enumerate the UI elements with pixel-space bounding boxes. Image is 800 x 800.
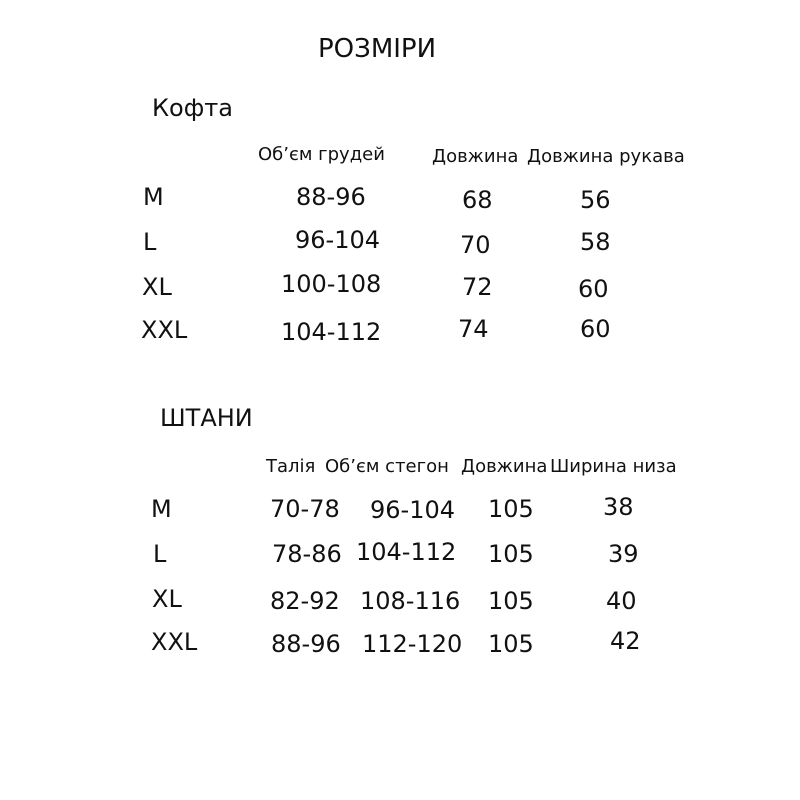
jacket-row-chest: 100-108 xyxy=(281,270,382,298)
pants-row-length: 105 xyxy=(488,540,534,568)
pants-row-waist: 82-92 xyxy=(270,587,340,615)
pants-row-waist: 78-86 xyxy=(272,540,342,568)
pants-row-hips: 96-104 xyxy=(370,496,456,524)
pants-header-hem: Ширина низа xyxy=(550,456,677,477)
pants-row-size: XXL xyxy=(151,628,198,656)
jacket-header-chest: Об’єм грудей xyxy=(258,144,385,165)
jacket-row-chest: 96-104 xyxy=(295,226,381,254)
pants-row-hips: 104-112 xyxy=(356,538,457,566)
pants-row-hips: 108-116 xyxy=(360,587,461,615)
pants-row-hem: 40 xyxy=(606,587,637,615)
pants-row-hem: 42 xyxy=(610,627,641,655)
jacket-row-length: 70 xyxy=(460,231,491,259)
jacket-header-sleeve: Довжина рукава xyxy=(527,146,685,167)
pants-row-length: 105 xyxy=(488,630,534,658)
pants-row-size: XL xyxy=(152,585,182,613)
jacket-row-chest: 104-112 xyxy=(281,318,382,346)
jacket-row-sleeve: 60 xyxy=(578,275,609,303)
pants-row-length: 105 xyxy=(488,587,534,615)
jacket-row-sleeve: 56 xyxy=(580,186,611,214)
jacket-row-size: XXL xyxy=(141,316,188,344)
jacket-section-title: Кофта xyxy=(152,94,233,122)
jacket-row-size: XL xyxy=(142,273,172,301)
jacket-row-length: 74 xyxy=(458,315,489,343)
pants-row-size: L xyxy=(153,540,167,568)
jacket-row-length: 72 xyxy=(462,273,493,301)
page-title: РОЗМІРИ xyxy=(318,34,437,64)
jacket-row-sleeve: 60 xyxy=(580,315,611,343)
jacket-row-size: M xyxy=(143,183,164,211)
jacket-row-size: L xyxy=(143,228,157,256)
pants-row-waist: 88-96 xyxy=(271,630,341,658)
pants-row-hips: 112-120 xyxy=(362,630,463,658)
pants-section-title: ШТАНИ xyxy=(160,404,253,432)
pants-row-hem: 39 xyxy=(608,540,639,568)
jacket-row-chest: 88-96 xyxy=(296,183,366,211)
jacket-row-length: 68 xyxy=(462,186,493,214)
pants-row-hem: 38 xyxy=(603,493,634,521)
jacket-row-sleeve: 58 xyxy=(580,228,611,256)
jacket-header-length: Довжина xyxy=(432,146,519,167)
pants-header-length: Довжина xyxy=(461,456,548,477)
pants-header-waist: Талія xyxy=(266,456,316,477)
pants-header-hips: Об’єм стегон xyxy=(325,456,449,477)
pants-row-waist: 70-78 xyxy=(270,495,340,523)
pants-row-length: 105 xyxy=(488,495,534,523)
pants-row-size: M xyxy=(151,495,172,523)
